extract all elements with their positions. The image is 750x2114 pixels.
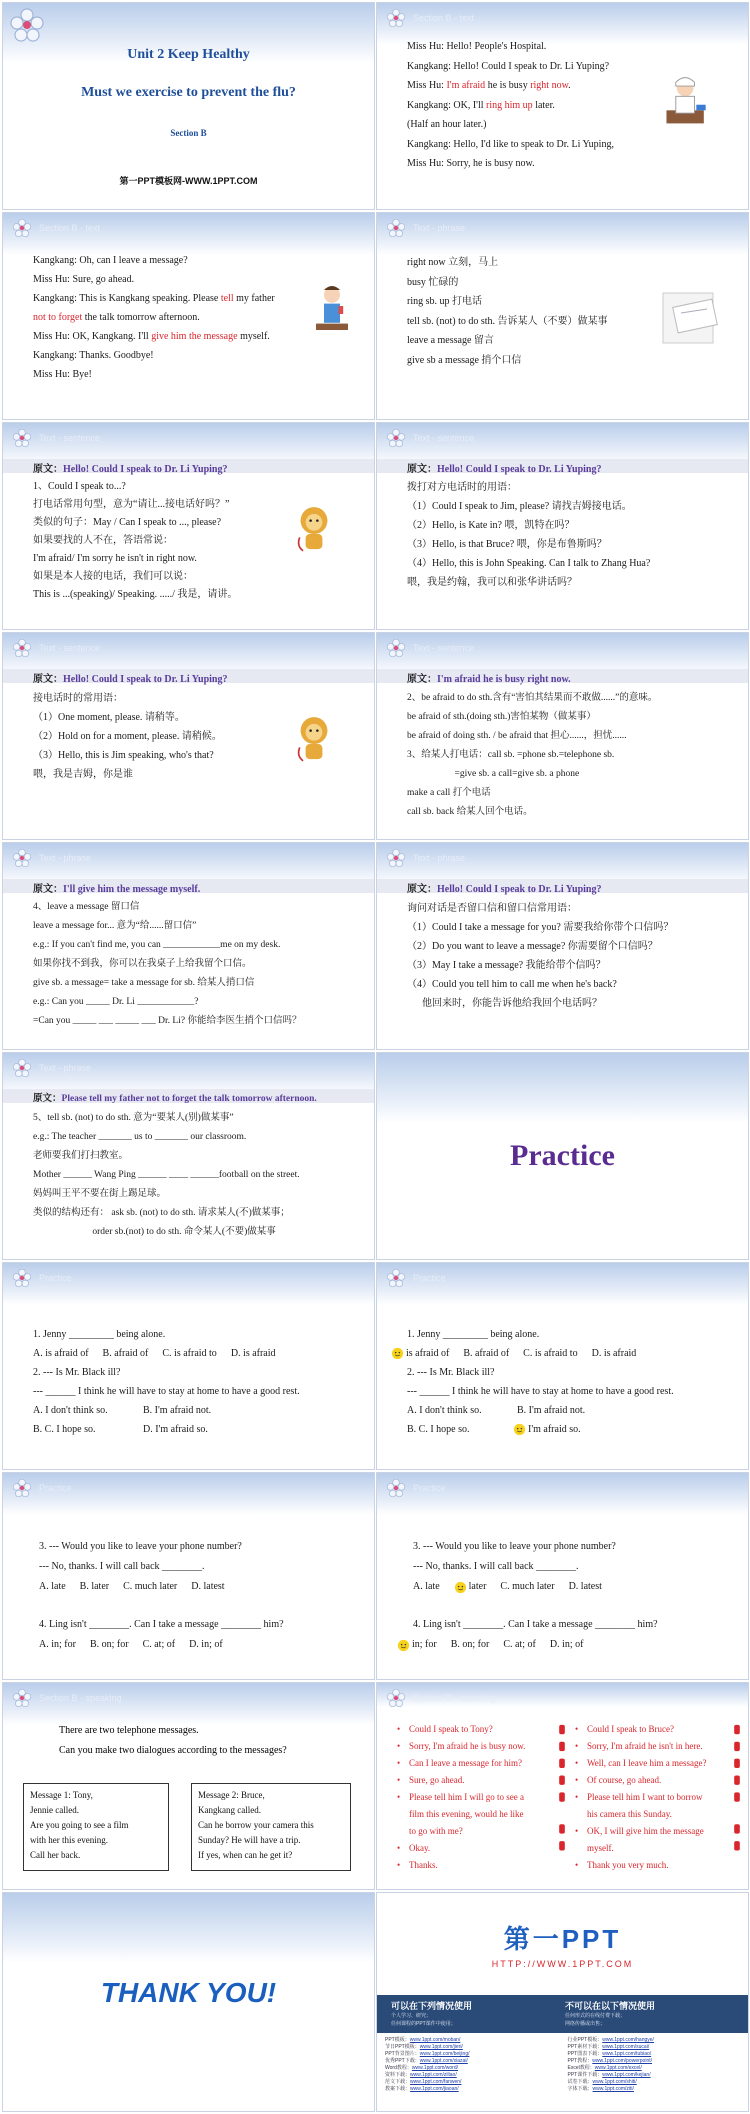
brand-text: 第一PPT模板网-WWW.1PPT.COM (119, 176, 258, 186)
note-line: 3、给某人打电话：call sb. =phone sb.=telephone sb. (407, 750, 615, 760)
source-sentence: 原文：Hello! Could I speak to Dr. Li Yuping? (407, 464, 602, 475)
option[interactable]: D. in; of (189, 1639, 223, 1650)
slide-title: Practice (413, 1483, 446, 1493)
dialogue-line: Miss Hu: Sorry, he is busy now. (407, 158, 535, 169)
note-line: 喂，我是约翰，我可以和张华讲话吗？ (407, 577, 577, 588)
option[interactable]: B. later (79, 1581, 110, 1592)
note-line: 如果你找不到我，你可以在我桌子上给我留个口信。 (33, 959, 252, 969)
note-line: 如果是本人接的电话，我们可以说： (33, 571, 193, 582)
notes (33, 478, 304, 604)
note-line: 询问对话是否留口信和留口信常用语： (407, 903, 577, 914)
option[interactable]: B. on; for (450, 1639, 490, 1650)
blossom-icon (11, 1057, 33, 1079)
option[interactable]: D. latest (568, 1581, 602, 1592)
note-line: leave a message for... 意为“给......留口信” (33, 921, 197, 931)
option[interactable]: B. I'm afraid not. (143, 1405, 212, 1416)
answer-mark (407, 1344, 449, 1363)
resource-link[interactable]: www.1ppt.com/hangye/ (602, 2037, 654, 2043)
option[interactable]: D. latest (191, 1581, 225, 1592)
phone-icon (732, 1723, 742, 1873)
smiley-icon (397, 1639, 410, 1652)
slide-4[interactable] (376, 212, 749, 420)
slide-16[interactable] (376, 1472, 749, 1680)
blossom-icon (385, 217, 407, 239)
slide-title: Section B - text (413, 13, 475, 23)
phone-icon (557, 1723, 567, 1873)
option[interactable]: B. afraid of (463, 1348, 510, 1359)
note-line: （1）One moment, please. 请稍等。 (33, 712, 185, 723)
slide-5[interactable] (2, 422, 375, 630)
options (407, 1420, 738, 1439)
note-line: give sb. a message= take a message for sb. 给某人捎口信 (33, 978, 255, 988)
blossom-icon (11, 1687, 33, 1709)
notes (407, 478, 738, 592)
question: 2. --- Is Mr. Black ill? (407, 1367, 495, 1378)
slide-title: Practice (39, 1483, 72, 1493)
note-line: e.g.: Can you _____ Dr. Li ____________? (33, 997, 199, 1007)
note-line: （3）May I take a message? 我能给带个信吗？ (407, 960, 606, 971)
note-line: 4、leave a message 留口信 (33, 902, 140, 912)
answer-mark (413, 1635, 437, 1655)
option[interactable]: A. I don't think so. (33, 1405, 108, 1416)
slide-13[interactable] (2, 1262, 375, 1470)
option[interactable]: A. is afraid of (33, 1348, 89, 1359)
slide-title: Text - phrase (413, 223, 466, 233)
quiz (33, 1325, 364, 1439)
note-line: （2）Hold on for a moment, please. 请稍候。 (33, 731, 222, 742)
resource-link[interactable]: www.1ppt.com/word/ (411, 2065, 459, 2071)
note-line: 2、be afraid to do sth.含有“害怕其结果而不敢做......”的意味。 (407, 693, 658, 703)
question: 1. Jenny _________ being alone. (407, 1329, 540, 1340)
dialogue (33, 251, 314, 384)
dialogue-line: Miss Hu: Bye! (33, 369, 92, 380)
options (407, 1344, 738, 1363)
question: --- No, thanks. I will call back ________. (413, 1561, 579, 1572)
option[interactable]: A. in; for (39, 1639, 76, 1650)
slide-14[interactable] (376, 1262, 749, 1470)
nurse-illustration (659, 73, 715, 129)
options (39, 1577, 364, 1597)
phrase-line: busy 忙碌的 (407, 276, 459, 288)
option[interactable]: C. much later (500, 1581, 555, 1592)
resource-link[interactable]: www.1ppt.com/kejian/ (602, 2072, 651, 2078)
smiley-icon (391, 1347, 404, 1360)
option[interactable]: B. on; for (89, 1639, 129, 1650)
note-line: =give sb. a call=give sb. a phone (407, 769, 580, 779)
dialogue-bruce: • Could I speak to Bruce? • Sorry, I'm afraid he isn't in here. • Well, can I leave him a message? • Of course, go ahead. • Please tell him I want to borrow his camera this Sunday. • OK, I will give him the message myself. • Thank you very much. (575, 1724, 707, 1870)
option[interactable]: C. much later (123, 1581, 178, 1592)
options (33, 1420, 364, 1439)
note-line: 类似的结构还有： ask sb. (not) to do sth. 请求某人(不)做某事； (33, 1208, 290, 1218)
dialogue-line: Kangkang: Hello, I'd like to speak to Dr. Li Yuping, (407, 138, 614, 150)
resource-link[interactable]: www.1ppt.com/xiazai/ (419, 2058, 468, 2064)
question: --- No, thanks. I will call back ________. (39, 1561, 205, 1572)
options (413, 1635, 738, 1655)
option[interactable]: C. is afraid to (523, 1348, 578, 1359)
option[interactable]: later (468, 1581, 487, 1592)
option[interactable]: D. in; of (549, 1639, 584, 1650)
question: 3. --- Would you like to leave your phone number? (413, 1541, 616, 1552)
notes (407, 899, 738, 1013)
instruction: Can you make two dialogues according to the messages? (59, 1745, 287, 1756)
note-line: （3）Hello, is that Bruce? 喂，你是布鲁斯吗？ (407, 539, 607, 550)
note-line: 5、tell sb. (not) to do sth. 意为“要某人(别)做某事” (33, 1113, 234, 1123)
blossom-icon (7, 5, 47, 45)
note-line: （4）Could you tell him to call me when he's back? (407, 979, 617, 990)
source-sentence: 原文：Hello! Could I speak to Dr. Li Yuping? (33, 464, 228, 475)
dialogue-line: Kangkang: This is Kangkang speaking. Please tell my father (33, 293, 275, 304)
option[interactable]: D. is afraid (230, 1348, 276, 1359)
note-line: 他回来时，你能告诉他给我回个电话吗？ (407, 998, 602, 1009)
question: --- ______ I think he will have to stay at home to have a good rest. (407, 1386, 674, 1397)
boy-phone-illustration (308, 281, 356, 339)
note-line: 喂，我是吉姆，你是谁 (33, 769, 133, 780)
usage-header-band (377, 1995, 748, 2033)
resource-link[interactable]: www.1ppt.com/shiti/ (592, 2079, 637, 2085)
message-card-1: Message 1: Tony, Jennie called. Are you going to see a film with her this evening. Call her back. (23, 1783, 169, 1871)
resource-link[interactable]: www.1ppt.com/moban/ (409, 2037, 461, 2043)
slide-title: Section B - text (39, 223, 101, 233)
section-label: Section B (170, 128, 207, 138)
dialogue-line: (Half an hour later.) (407, 119, 487, 130)
option[interactable]: C. at; of (142, 1639, 176, 1650)
slide-7[interactable] (2, 632, 375, 840)
notes (407, 689, 738, 822)
resource-link[interactable]: www.1ppt.com/ziti/ (592, 2086, 634, 2092)
notes (33, 1109, 364, 1242)
options (33, 1401, 364, 1420)
note-line: 拨打对方电话时的用语： (407, 482, 517, 493)
link-column-left: PPT模板：www.1ppt.com/moban/ 节日PPT模板：www.1ppt.com/jieri/ PPT背景图片：www.1ppt.com/beijing/ 优秀PPT下载：www.1ppt.com/xiazai/ Word教程：www.1ppt.com/word/ 资料下载：www.1ppt.com/ziliao/ 范文下载：www.1ppt.com/fanwen/ 教案下载：www.1ppt.com/jiaoan/ (385, 2037, 470, 2092)
blossom-icon (11, 637, 33, 659)
option[interactable]: I'm afraid so. (528, 1424, 581, 1435)
options (39, 1635, 364, 1655)
blossom-icon (385, 427, 407, 449)
slide-19[interactable] (2, 1892, 375, 2112)
note-line: be afraid of sth.(doing sth.)害怕某物（做某事） (407, 712, 596, 722)
dialogue-line: Kangkang: Oh, can I leave a message? (33, 255, 188, 266)
allowed-heading: 可以在下列情况使用 (391, 2001, 473, 2011)
site-logo: 第一PPT (503, 1924, 622, 1954)
source-sentence: 原文：Please tell my father not to forget the talk tomorrow afternoon. (33, 1094, 317, 1104)
option[interactable]: D. is afraid (591, 1348, 637, 1359)
option[interactable]: is afraid of (406, 1348, 450, 1359)
note-line: （1）Could I take a message for you? 需要我给你带个口信吗？ (407, 922, 674, 933)
resource-link[interactable]: www.1ppt.com/beijing/ (419, 2051, 470, 2057)
option[interactable]: A. late (413, 1581, 440, 1592)
phrase-line: right now 立刻，马上 (407, 257, 499, 268)
option[interactable]: D. I'm afraid so. (143, 1424, 208, 1435)
note-line: （2）Hello, is Kate in? 喂，凯特在吗？ (407, 520, 575, 531)
blossom-icon (385, 637, 407, 659)
question: 4. Ling isn't ________. Can I take a message ________ him? (39, 1619, 284, 1630)
source-sentence: 原文：I'm afraid he is busy right now. (407, 674, 571, 685)
resource-link[interactable]: www.1ppt.com/jieri/ (419, 2044, 463, 2050)
note-line: This is ...(speaking)/ Speaking. ...../ 我是，请讲。 (33, 589, 238, 600)
slide-title: Text - sentence (39, 433, 101, 443)
source-sentence: 原文：I'll give him the message myself. (33, 884, 201, 895)
slide-title: Section B - speaking (39, 1693, 122, 1703)
question: 2. --- Is Mr. Black ill? (33, 1367, 121, 1378)
allowed-note: 任何课程的PPT课件中使用； (391, 2021, 456, 2027)
allowed-note: 个人学习、研究； (391, 2013, 432, 2019)
note-line: 类似的句子：May / Can I speak to ..., please? (33, 517, 222, 528)
slide-title: Practice (413, 1273, 446, 1283)
blossom-icon (385, 847, 407, 869)
resource-link[interactable]: www.1ppt.com/jiaoan/ (410, 2086, 459, 2092)
slide-title: Section B - speaking (413, 1693, 496, 1703)
option[interactable]: in; for (412, 1639, 437, 1650)
blossom-icon (385, 1687, 407, 1709)
source-sentence: 原文：Hello! Could I speak to Dr. Li Yuping? (407, 884, 602, 895)
slide-title: Practice (39, 1273, 72, 1283)
note-line: 1、Could I speak to...? (33, 481, 126, 492)
dialogue-line: Miss Hu: Sure, go ahead. (33, 274, 135, 285)
phrase-line: leave a message 留言 (407, 335, 494, 346)
slide-title: Text - sentence (39, 643, 101, 653)
quiz (407, 1325, 738, 1439)
lesson-question: Must we exercise to prevent the flu? (81, 85, 296, 100)
resource-link[interactable]: www.1ppt.com/fanwen/ (410, 2079, 462, 2085)
blossom-icon (11, 217, 33, 239)
slide-title: Text - sentence (413, 433, 475, 443)
lion-mascot-illustration (293, 713, 335, 765)
note-line: e.g.: If you can't find me, you can ____________me on my desk. (33, 940, 281, 950)
resource-link[interactable]: www.1ppt.com/powerpoint/ (592, 2058, 653, 2064)
link-columns (385, 2037, 740, 2093)
dialogue-line: not to forget the talk tomorrow afternoon. (33, 312, 200, 323)
note-line: Mother ______ Wang Ping ______ ____ ______football on the street. (33, 1170, 300, 1180)
question: 3. --- Would you like to leave your phone number? (39, 1541, 242, 1552)
note-line: I'm afraid/ I'm sorry he isn't in right now. (33, 553, 197, 564)
site-url[interactable]: HTTP://WWW.1PPT.COM (491, 1959, 634, 1969)
note-line: 老师要我们打扫教室。 (33, 1151, 129, 1161)
answer-mark (454, 1577, 487, 1597)
practice-title: Practice (510, 1139, 615, 1172)
slide-11[interactable] (2, 1052, 375, 1260)
question: 4. Ling isn't ________. Can I take a message ________ him? (413, 1619, 658, 1630)
phrase-line: give sb a message 捎个口信 (407, 354, 522, 366)
resource-link[interactable]: www.1ppt.com/tubiao/ (602, 2051, 652, 2057)
resource-link[interactable]: www.1ppt.com/excel/ (594, 2065, 642, 2071)
phrase-list (407, 253, 678, 370)
blossom-icon (385, 7, 407, 29)
option[interactable]: C. at; of (503, 1639, 536, 1650)
blossom-icon (11, 1477, 33, 1499)
slide-title: Text - phrase (413, 853, 466, 863)
slide-title: Text - phrase (39, 1063, 92, 1073)
smiley-icon (454, 1581, 467, 1594)
dialogue-line: Miss Hu: OK, Kangkang. I'll give him the message myself. (33, 331, 270, 342)
slide-title: Text - phrase (39, 853, 92, 863)
note-line: order sb.(not) to do sth. 命令某人(不要)做某事 (33, 1227, 276, 1237)
dialogue-line: Kangkang: Hello! Could I speak to Dr. Li Yuping? (407, 60, 610, 72)
unit-title: Unit 2 Keep Healthy (127, 47, 250, 62)
phrase-line: tell sb. (not) to do sth. 告诉某人（不要）做某事 (407, 315, 608, 327)
blossom-icon (11, 1267, 33, 1289)
slide-20[interactable] (376, 1892, 749, 2112)
source-sentence: 原文：Hello! Could I speak to Dr. Li Yuping? (33, 674, 228, 685)
note-line: e.g.: The teacher _______ us to _______ our classroom. (33, 1132, 247, 1142)
option[interactable]: B. C. I hope so. (407, 1424, 470, 1435)
slide-title: Text - sentence (413, 643, 475, 653)
note-line: 妈妈叫王平不要在街上踢足球。 (33, 1189, 167, 1199)
note-line: （4）Hello, this is John Speaking. Can I talk to Zhang Hua? (407, 558, 651, 569)
thank-you-text: THANK YOU! (100, 1977, 277, 2008)
options (33, 1344, 364, 1363)
dialogue-line: Kangkang: Thanks. Goodbye! (33, 350, 154, 361)
dialogue-line: Kangkang: OK, I'll ring him up later. (407, 99, 555, 111)
slide-12[interactable] (376, 1052, 749, 1260)
dialogue-line: Miss Hu: I'm afraid he is busy right now. (407, 80, 571, 91)
slide-8[interactable] (376, 632, 749, 840)
note-line: call sb. back 给某人回个电话。 (407, 807, 533, 817)
forbidden-note: 网络传播或出售； (565, 2021, 606, 2027)
message-card-2: Message 2: Bruce, Kangkang called. Can he borrow your camera this Sunday? He will have a trip. If yes, when can he get it? (191, 1783, 351, 1871)
blossom-icon (385, 1477, 407, 1499)
slide-1[interactable] (2, 2, 375, 210)
option[interactable]: B. C. I hope so. (33, 1424, 96, 1435)
note-line: （2）Do you want to leave a message? 你需要留个口信吗？ (407, 941, 658, 952)
note-line: （1）Could I speak to Jim, please? 请找吉姆接电话。 (407, 501, 632, 512)
blossom-icon (385, 1267, 407, 1289)
option[interactable]: B. I'm afraid not. (517, 1405, 586, 1416)
question: --- ______ I think he will have to stay at home to have a good rest. (33, 1386, 300, 1397)
question: 1. Jenny _________ being alone. (33, 1329, 166, 1340)
options (413, 1577, 738, 1597)
blossom-icon (11, 847, 33, 869)
note-line: 如果要找的人不在，答语常说： (33, 535, 173, 546)
note-line: =Can you _____ ___ _____ ___ Dr. Li? 你能给李医生捎个口信吗？ (33, 1016, 302, 1026)
forbidden-note: 任何形式的在线付费下载； (565, 2013, 626, 2019)
slide-3[interactable] (2, 212, 375, 420)
quiz (39, 1537, 364, 1655)
slide-17[interactable] (2, 1682, 375, 1890)
note-line: 接电话时的常用语： (33, 693, 123, 704)
slide-9[interactable] (2, 842, 375, 1050)
notes (33, 898, 364, 1031)
note-line: be afraid of doing sth. / be afraid that 担心......，担忧...... (407, 731, 627, 741)
smiley-icon (513, 1423, 526, 1436)
option[interactable]: A. I don't think so. (407, 1405, 482, 1416)
option[interactable]: B. afraid of (102, 1348, 149, 1359)
blossom-icon (11, 427, 33, 449)
option[interactable]: C. is afraid to (162, 1348, 217, 1359)
forbidden-heading: 不可以在以下情况使用 (565, 2001, 656, 2011)
option[interactable]: A. late (39, 1581, 66, 1592)
resource-link[interactable]: www.1ppt.com/ziliao/ (410, 2072, 457, 2078)
slide-18[interactable] (376, 1682, 749, 1890)
note-line: （3）Hello, this is Jim speaking, who's that? (33, 750, 214, 761)
slide-15[interactable] (2, 1472, 375, 1680)
phrase-line: ring sb. up 打电话 (407, 296, 482, 307)
slide-6[interactable] (376, 422, 749, 630)
dialogue-line: Miss Hu: Hello! People's Hospital. (407, 41, 547, 52)
options (407, 1401, 738, 1420)
quiz (413, 1537, 738, 1655)
note-line: 打电话常用句型，意为“请让...接电话好吗？” (33, 499, 230, 510)
slide-2[interactable] (376, 2, 749, 210)
resource-link[interactable]: www.1ppt.com/sucai/ (602, 2044, 650, 2050)
note-line: make a call 打个电话 (407, 788, 491, 798)
lion-mascot-illustration (293, 503, 335, 555)
notes (33, 689, 304, 784)
link-column-right: 行业PPT模板：www.1ppt.com/hangye/ PPT素材下载：www.1ppt.com/sucai/ PPT图表下载：www.1ppt.com/tubiao/ PPT教程：www.1ppt.com/powerpoint/ Excel教程：www.1ppt.com/excel/ PPT课件下载：www.1ppt.com/kejian/ 试卷下载：www.1ppt.com/shiti/ 字体下载：www.1ppt.com/ziti/ (567, 2037, 654, 2092)
slide-10[interactable] (376, 842, 749, 1050)
note-cards-illustration (657, 283, 727, 353)
dialogue-tony: • Could I speak to Tony? • Sorry, I'm afraid he is busy now. • Can I leave a message for him? • Sure, go ahead. • Please tell him I will go to see a film this evening, would he like to go with me? • Okay. • Thanks. (397, 1724, 526, 1870)
instruction: There are two telephone messages. (59, 1725, 199, 1736)
